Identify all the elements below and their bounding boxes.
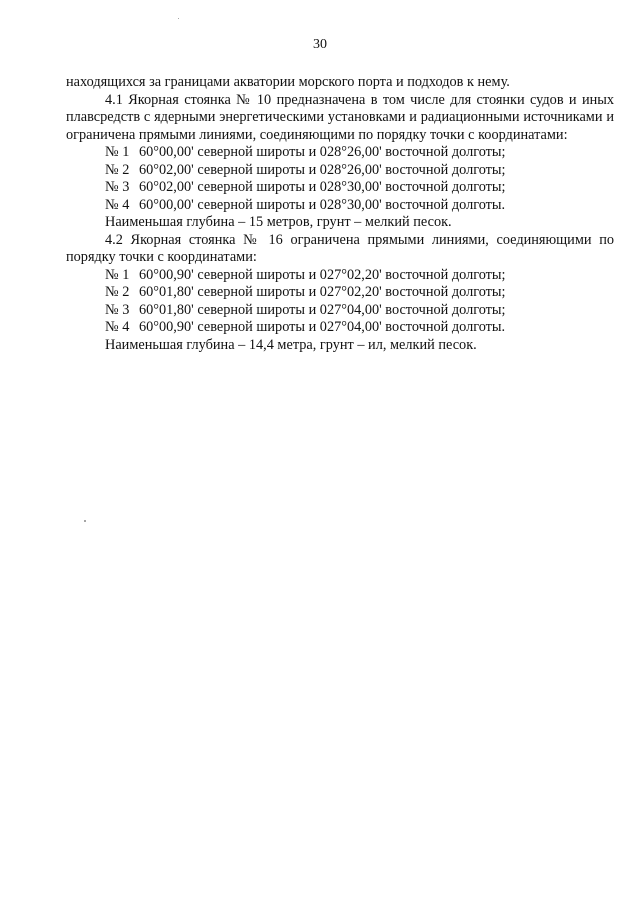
page-number: 30 [313,37,327,52]
point-number: № 1 [105,266,130,283]
section-4-2-paragraph: 4.2 Якорная стоянка № 16 ограничена прямыми линиями, соединяющими по порядку точки с координатами: [66,231,614,265]
point-coordinates: 60°02,00' северной широты и 028°30,00' восточной долготы; [139,179,506,195]
point-coordinates: 60°01,80' северной широты и 027°04,00' восточной долготы; [139,301,506,318]
section-4-1-point-2 [66,162,614,180]
section-4-1-depth: Наименьшая глубина – 15 метров, грунт – мелкий песок. [105,214,452,230]
point-coordinates: 60°01,80' северной широты и 027°02,20' восточной долготы; [139,284,506,300]
intro-line: находящихся за границами акватории морского порта и подходов к нему. [66,74,510,90]
section-4-2-depth: Наименьшая глубина – 14,4 метра, грунт – ил, мелкий песок. [105,336,477,353]
point-number: № 4 [105,319,130,335]
section-4-1-paragraph: 4.1 Якорная стоянка № 10 предназначена в том числе для стоянки судов и иных плавсредств с ядерными энергетическими установками и радиационными источниками и ограничена прямыми линиями, соединяющими по порядку точки с координатами: [66,91,614,143]
section-4-2-point-1 [66,267,614,285]
point-number: № 3 [105,301,130,318]
point-coordinates: 60°02,00' северной широты и 028°26,00' восточной долготы; [139,161,506,178]
point-coordinates: 60°00,00' северной широты и 028°30,00' восточной долготы. [139,196,506,213]
point-number: № 3 [105,179,130,195]
scan-speck [178,18,179,19]
section-4-1-point-4 [66,197,614,215]
section-4-2-point-4 [66,319,614,337]
point-number: № 2 [105,161,130,178]
scan-speck [84,520,86,522]
point-number: № 4 [105,196,130,213]
section-4-2-point-3 [66,302,614,320]
point-number: № 2 [105,284,130,300]
point-number: № 1 [105,144,130,160]
point-coordinates: 60°00,90' северной широты и 027°02,20' восточной долготы; [139,266,506,283]
section-4-1-point-3 [66,179,614,197]
document-body [66,74,614,354]
section-4-2-point-2 [66,284,614,302]
point-coordinates: 60°00,90' северной широты и 027°04,00' восточной долготы. [139,319,506,335]
section-4-1-point-1 [66,144,614,162]
point-coordinates: 60°00,00' северной широты и 028°26,00' восточной долготы; [139,144,506,160]
